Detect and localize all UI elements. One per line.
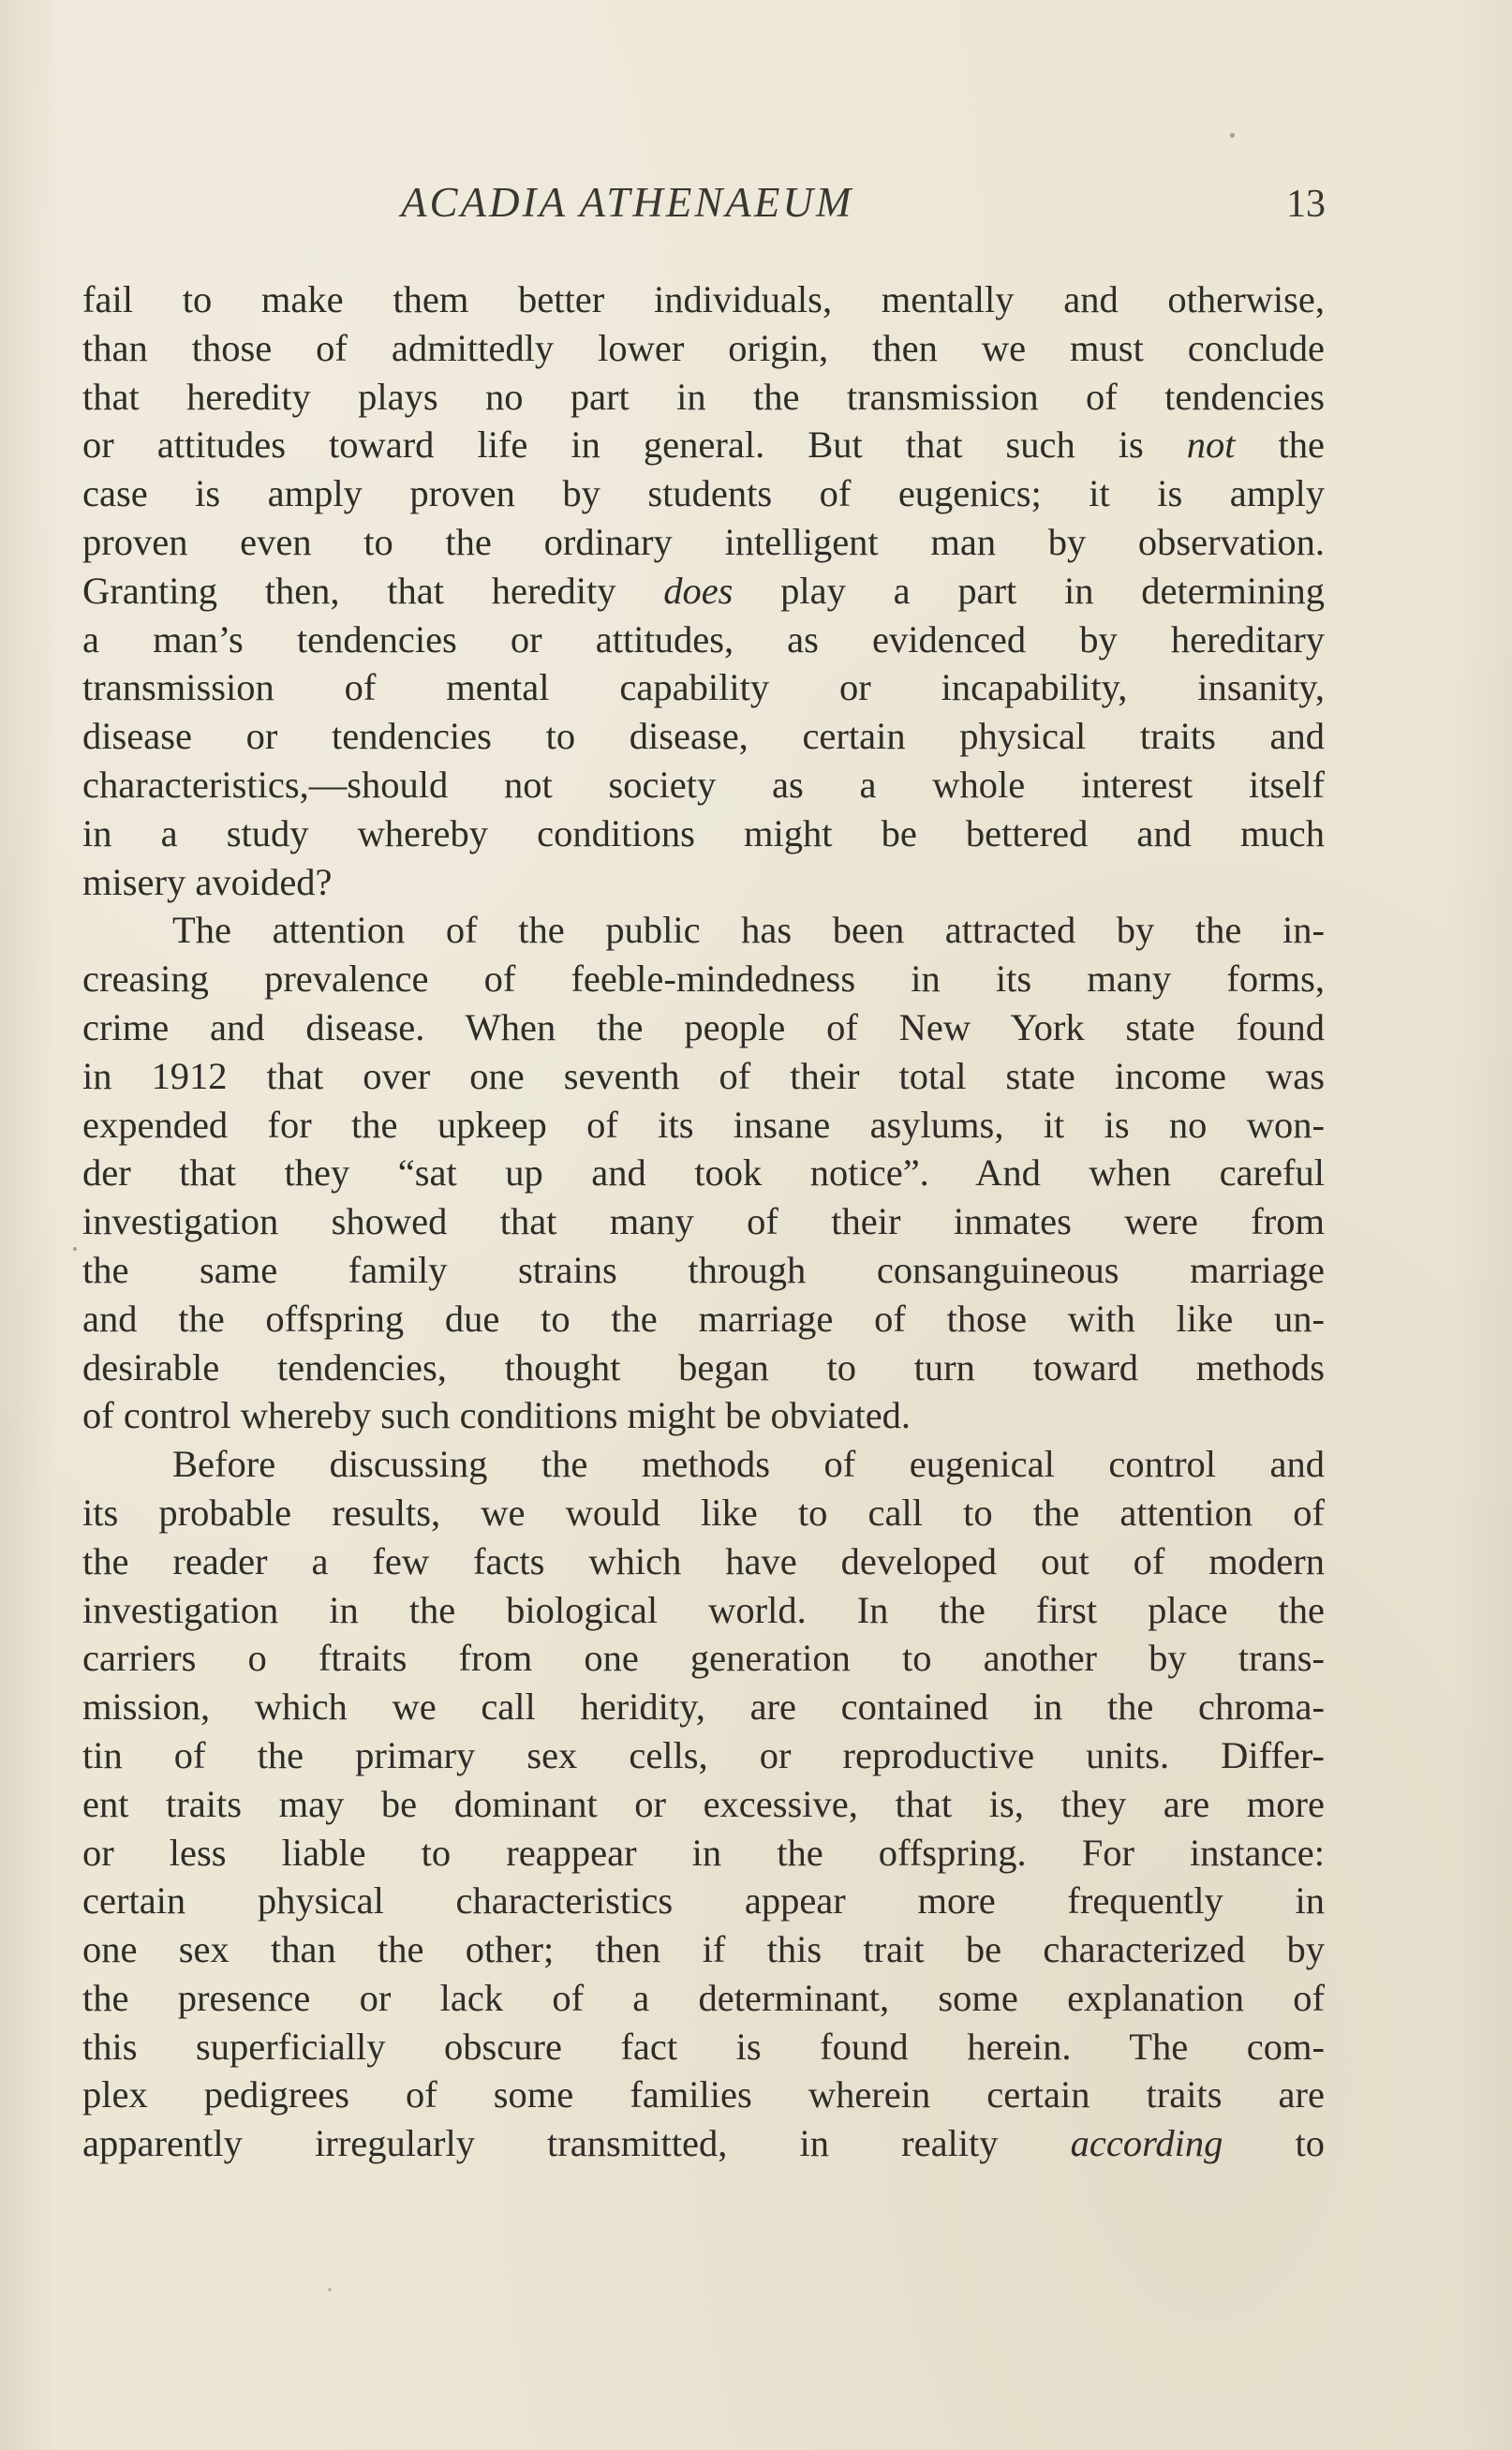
text-line: that heredity plays no part in the transmission of tendencies [82,375,1325,418]
text-line: in 1912 that over one seventh of their total state income was [82,1054,1325,1097]
italic-word: does [663,569,734,612]
text-line: plex pedigrees of some families wherein certain traits are [82,2073,1325,2116]
text-segment: to [1223,2122,1325,2165]
text-line: creasing prevalence of feeble-mindedness in its many forms, [82,958,1325,1001]
text-line: than those of admittedly lower origin, then we must conclude [82,326,1325,369]
text-line: tin of the primary sex cells, or reproductive units. Differ- [82,1733,1325,1776]
italic-word: not [1186,423,1236,467]
page-header [80,178,1326,244]
text-segment: apparently irregularly transmitted, in reality [82,2122,1071,2165]
text-line: proven even to the ordinary intelligent man by observation. [82,520,1325,563]
text-line: Before discussing the methods of eugenical control and [172,1443,1325,1486]
text-line: and the offspring due to the marriage of those with like un- [82,1297,1325,1340]
text-line: ent traits may be dominant or excessive, that is, they are more [82,1782,1325,1825]
text-line: in a study whereby conditions might be bettered and much [82,811,1325,854]
text-segment: play a part in determining [733,569,1325,612]
italic-word: according [1070,2122,1223,2165]
text-line [82,421,1325,469]
text-line: one sex than the other; then if this trait be characterized by [82,1928,1325,1971]
ink-speck [73,1247,77,1251]
text-line: the reader a few facts which have developed out of modern [82,1539,1325,1582]
text-line: desirable tendencies, thought began to turn toward methods [82,1345,1325,1388]
text-segment: or attitudes toward life in general. But that such is [82,423,1187,467]
ink-speck [328,2288,332,2292]
text-line: case is amply proven by students of eugenics; it is amply [82,472,1325,515]
text-line: carriers o ftraits from one generation to another by trans- [82,1637,1325,1680]
text-line: certain physical characteristics appear more frequently in [82,1879,1325,1923]
text-segment: Granting then, that heredity [82,569,664,612]
text-line: crime and disease. When the people of New York state found [82,1005,1325,1048]
text-line: The attention of the public has been attracted by the in- [172,909,1325,952]
text-line: a man’s tendencies or attitudes, as evidenced by hereditary [82,617,1325,661]
text-line: fail to make them better individuals, mentally and otherwise, [82,278,1325,320]
text-line: misery avoided? [82,860,333,903]
text-line: disease or tendencies to disease, certain physical traits and [82,715,1325,758]
text-line: or less liable to reappear in the offspring. For instance: [82,1831,1325,1874]
text-line: der that they “sat up and took notice”. And when careful [82,1151,1325,1195]
text-line: the same family strains through consanguineous marriage [82,1248,1325,1291]
text-segment: the [1235,423,1325,467]
text-line: investigation showed that many of their inmates were from [82,1200,1325,1243]
text-line: the presence or lack of a determinant, some explanation of [82,1976,1325,2019]
body-text [82,275,1325,2168]
text-line [82,567,1325,616]
text-line: characteristics,—should not society as a whole interest itself [82,763,1325,806]
text-line: its probable results, we would like to call to the attention of [82,1491,1325,1534]
text-line [82,2119,1325,2168]
running-head: ACADIA ATHENAEUM [401,179,854,226]
text-line: transmission of mental capability or incapability, insanity, [82,666,1325,709]
text-line: mission, which we call heridity, are contained in the chroma- [82,1685,1325,1729]
text-line: of control whereby such conditions might be obviated. [82,1394,912,1437]
page-number: 13 [1286,183,1326,226]
ink-speck [1230,133,1235,138]
text-line: expended for the upkeep of its insane asylums, it is no won- [82,1103,1325,1146]
text-line: investigation in the biological world. In the first place the [82,1588,1325,1631]
text-line: this superficially obscure fact is found herein. The com- [82,2025,1325,2068]
